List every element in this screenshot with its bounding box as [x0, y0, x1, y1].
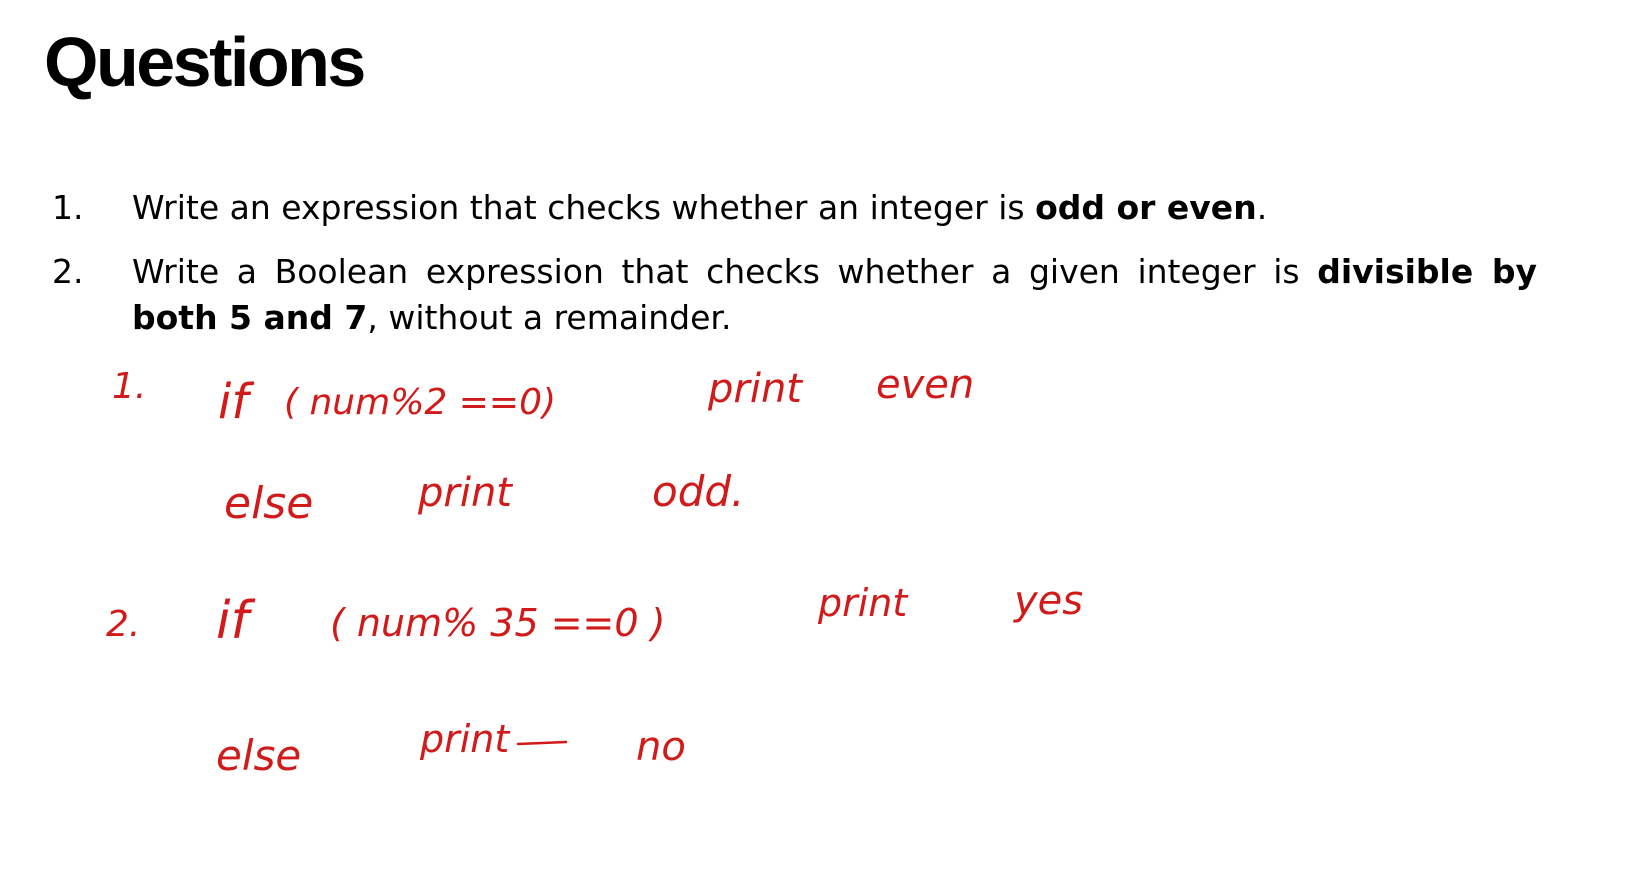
handwritten-output: even: [876, 362, 975, 408]
question-text: [132, 249, 1537, 341]
question-text-end: .: [1256, 188, 1268, 227]
question-number: 2.: [52, 252, 84, 291]
question-text-regular: Write a Boolean expression that checks whether a given integer is: [132, 252, 1318, 291]
handwritten-output: no: [636, 724, 686, 770]
handwritten-answer-1-label: 1.: [112, 366, 147, 407]
handwritten-condition: ( num% 35 ==0 ): [330, 601, 666, 645]
handwritten-if: if: [218, 374, 249, 430]
handwritten-output: odd.: [652, 467, 745, 516]
question-text-bold: divisible by both 5 and 7: [132, 252, 1537, 337]
handwritten-else: else: [224, 478, 314, 529]
handwritten-if: if: [216, 591, 249, 651]
question-text: [132, 185, 1537, 231]
handwritten-answer-2-label: 2.: [106, 604, 141, 645]
handwritten-output: yes: [1014, 578, 1084, 624]
handwritten-print: print: [420, 717, 510, 761]
question-text-regular: Write an expression that checks whether an integer is: [132, 188, 1036, 227]
handwritten-print: print: [708, 366, 802, 412]
question-number: 1.: [52, 188, 84, 227]
handwritten-condition: ( num%2 ==0): [284, 382, 557, 423]
question-text-bold: odd or even: [1035, 188, 1257, 227]
handwritten-print: print: [418, 470, 512, 516]
question-text-end: , without a remainder.: [367, 298, 732, 337]
page-title: Questions: [44, 23, 364, 101]
handwritten-else: else: [216, 731, 302, 780]
handwritten-print: print: [818, 581, 908, 625]
